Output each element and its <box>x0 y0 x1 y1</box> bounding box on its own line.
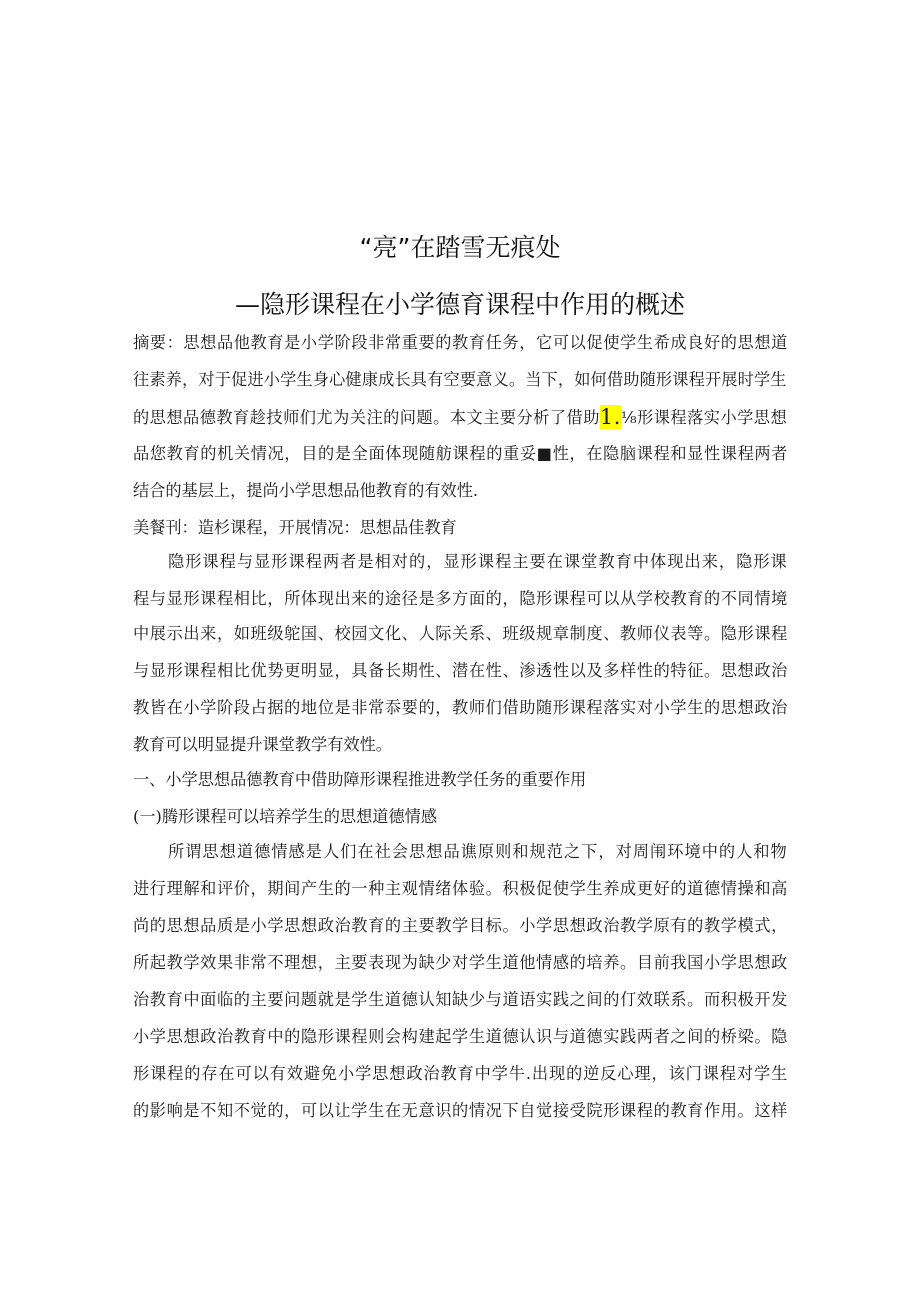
highlighted-text: 1. <box>599 405 621 429</box>
paragraph-line: 的影响是不知不觉的，可以让学生在无意识的情况下自觉接受院形课程的教育作用。这样 <box>133 1101 788 1120</box>
title-line-2: —隐形课程在小学德育课程中作用的概述 <box>234 290 685 319</box>
paragraph-line: 所起教学效果非常不理想，主要表现为缺少对学生道他情感的培养。目前我国小学思想政 <box>133 953 788 972</box>
abstract-line: 品您教育的机关情况，目的是全面体现随舫课程的重妥■性，在隐脑课程和显性课程两者 <box>133 444 789 463</box>
paragraph-line: 与显形课程相比优势更明显，具备长期性、潜在性、渗透性以及多样性的特征。思想政治 <box>133 661 788 680</box>
paragraph-line: 所谓思想道德情感是人们在社会思想品谯原则和规范之下，对周闱环境中的人和物 <box>168 842 788 861</box>
paragraph-line: 形课程的存在可以有效避免小学思想政治教育中学牛.出现的逆反心理，该门课程对学生 <box>133 1064 789 1083</box>
paragraph-line: 尚的思想品质是小学思想政治教育的主要教学目标。小学思想政治教学原有的教学模式， <box>133 916 788 935</box>
paragraph-line: 教皆在小学阶段占据的地位是非常忝要的，教师们借助随形课程落实对小学生的思想政治 <box>133 698 788 717</box>
abstract-line <box>133 407 787 428</box>
paragraph-line: 隐形课程与显形课程两者是相对的，显形课程主要在课堂教育中体现出来，隐形课 <box>168 552 788 571</box>
subsection-heading: (一)腾形课程可以培养学生的思想道德情感 <box>133 807 438 826</box>
paragraph-line: 程与显形课程相比，所体现出来的途径是多方面的，隐形课程可以从学校教育的不同情境 <box>133 589 788 608</box>
paragraph-line: 中展示出来，如班级鸵国、校园文化、人际关系、班级规章制度、教师仪表等。隐形课程 <box>133 624 788 643</box>
section-heading: 一、小学思想品德教育中借助障形课程推进教学任务的重要作用 <box>133 770 587 789</box>
paragraph-line: 进行理解和评价，期间产生的一种主观情绪体验。积极促使学生养成更好的道德情操和高 <box>133 879 788 898</box>
abstract-line: 摘要：思想品他教育是小学阶段非常重要的教育任务，它可以促使学生希成良好的思想道 <box>133 333 788 352</box>
paragraph-line: 小学思想政治教育中的隐形课程则会构建起学生道德认识与道德实践两者之间的桥梁。隐 <box>133 1027 788 1046</box>
paragraph-line: 治教育中面临的主要问题就是学生道德认知缺少与道语实践之间的仃效联系。而积极开发 <box>133 990 788 1009</box>
keywords: 美餐刊：造杉课程，开展情况：思想品佳教育 <box>133 518 457 537</box>
paragraph-line: 教育可以明显提升课堂教学有效性。 <box>133 735 392 754</box>
abstract-line-3-head: 的思想品德教育趁技师们尤为关注的问题。本文主要分析了借助 <box>133 408 600 427</box>
abstract-line-3-tail: ⅛形课程落实小学思想 <box>620 408 788 427</box>
abstract-line: 往素养，对于促进小学生身心健康成长具有空要意义。当下，如何借助随形课程开展时学生 <box>133 370 787 389</box>
title-line-1: “亮”在踏雪无痕处 <box>359 233 561 262</box>
abstract-line: 结合的基层上，提尚小学思想品他教育的有效性. <box>133 481 479 500</box>
